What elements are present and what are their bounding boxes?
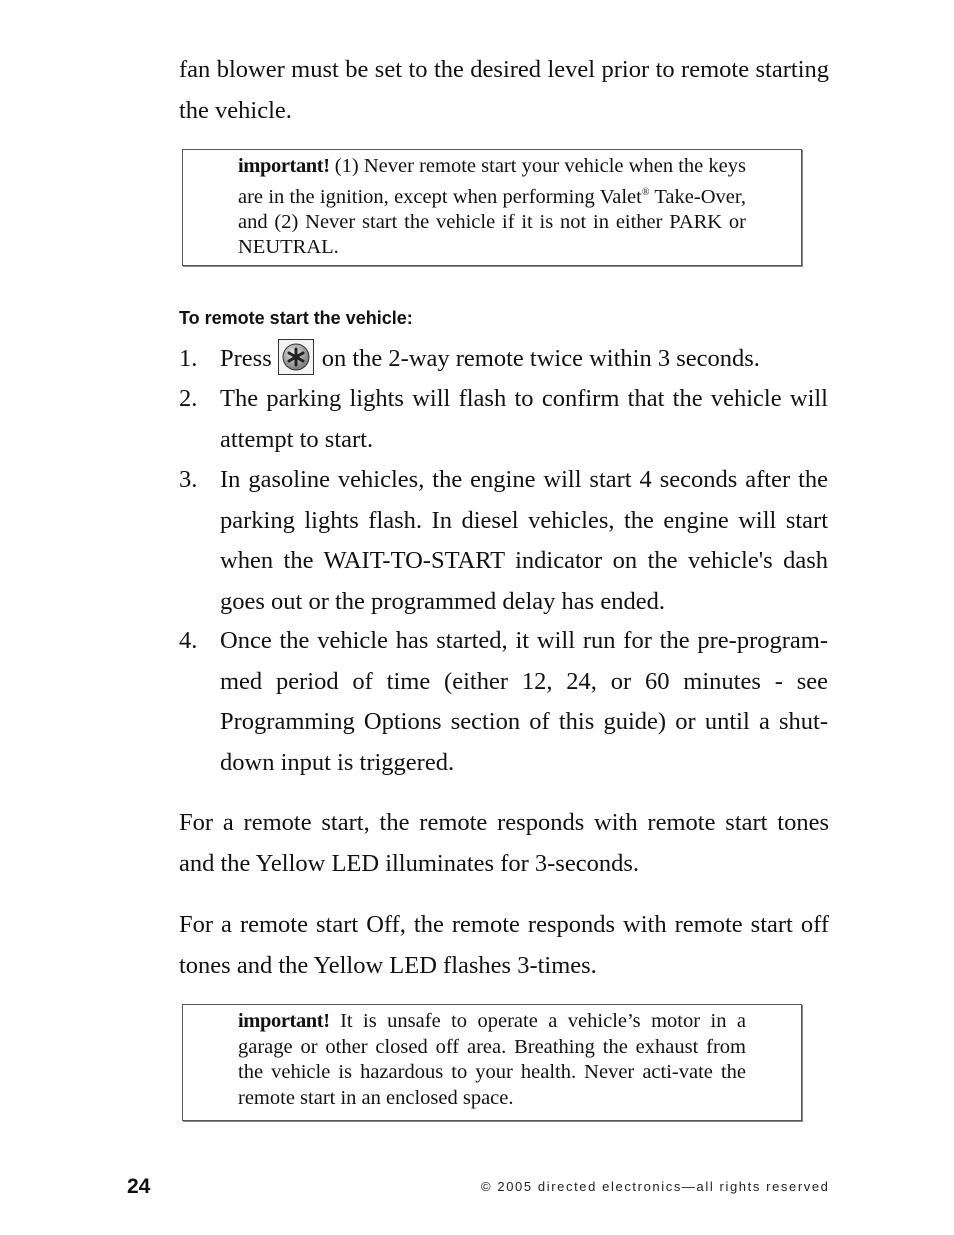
step-text: The parking lights will flash to confirm that the vehicle will attempt to start. [220, 385, 828, 453]
section-heading: To remote start the vehicle: [179, 308, 413, 328]
step-4 [179, 621, 829, 783]
important-label: important! [238, 1010, 330, 1032]
step-text: Press on the 2-way remote twice within 3 seconds. [220, 339, 828, 380]
step-text: In gasoline vehicles, the engine will start 4 seconds after the parking lights flash. In diesel vehicles, the engine will start when the WAIT-TO-START indicator on the vehicle's dash goes out or the programmed delay has ended. [220, 466, 828, 615]
step-number: 4. [179, 627, 198, 654]
step-number: 3. [179, 466, 198, 493]
important-label: important! [238, 155, 330, 177]
step-2 [179, 379, 829, 460]
step-1 [179, 339, 829, 380]
remote-start-off-paragraph: For a remote start Off, the remote responds with remote start off tones and the Yellow LED flashes 3-times. [179, 911, 829, 979]
important-note-ignition [182, 149, 802, 266]
step-number: 1. [179, 345, 198, 372]
remote-start-paragraph: For a remote start, the remote responds with remote start tones and the Yellow LED illuminates for 3-seconds. [179, 809, 829, 877]
asterisk-button-icon [278, 339, 314, 375]
copyright-footer: © 2005 directed electronics—all rights reserved [481, 1179, 830, 1194]
step-3 [179, 460, 829, 622]
important-note-exhaust [182, 1004, 802, 1121]
important-note-exhaust-text: important! It is unsafe to operate a vehicle’s motor in a garage or other closed off area. Breathing the exhaust from the vehicle is hazardous to your health. Never acti-vate the remote start in an enclosed space. [238, 1010, 746, 1109]
registered-mark: ® [641, 186, 650, 198]
page-number: 24 [127, 1175, 151, 1198]
intro-paragraph: fan blower must be set to the desired level prior to remote starting the vehicle. [179, 56, 829, 124]
step-number: 2. [179, 385, 198, 412]
important-note-ignition-text: important! (1) Never remote start your vehicle when the keys are in the ignition, except when performing Valet® Take-Over, and (2) Never start the vehicle if it is not in either PARK or NEUTRAL. [238, 155, 746, 259]
step-text: Once the vehicle has started, it will run for the pre-program-med period of time (either 12, 24, or 60 minutes - see Programming Options section of this guide) or until a shut-down input is triggered. [220, 627, 828, 776]
